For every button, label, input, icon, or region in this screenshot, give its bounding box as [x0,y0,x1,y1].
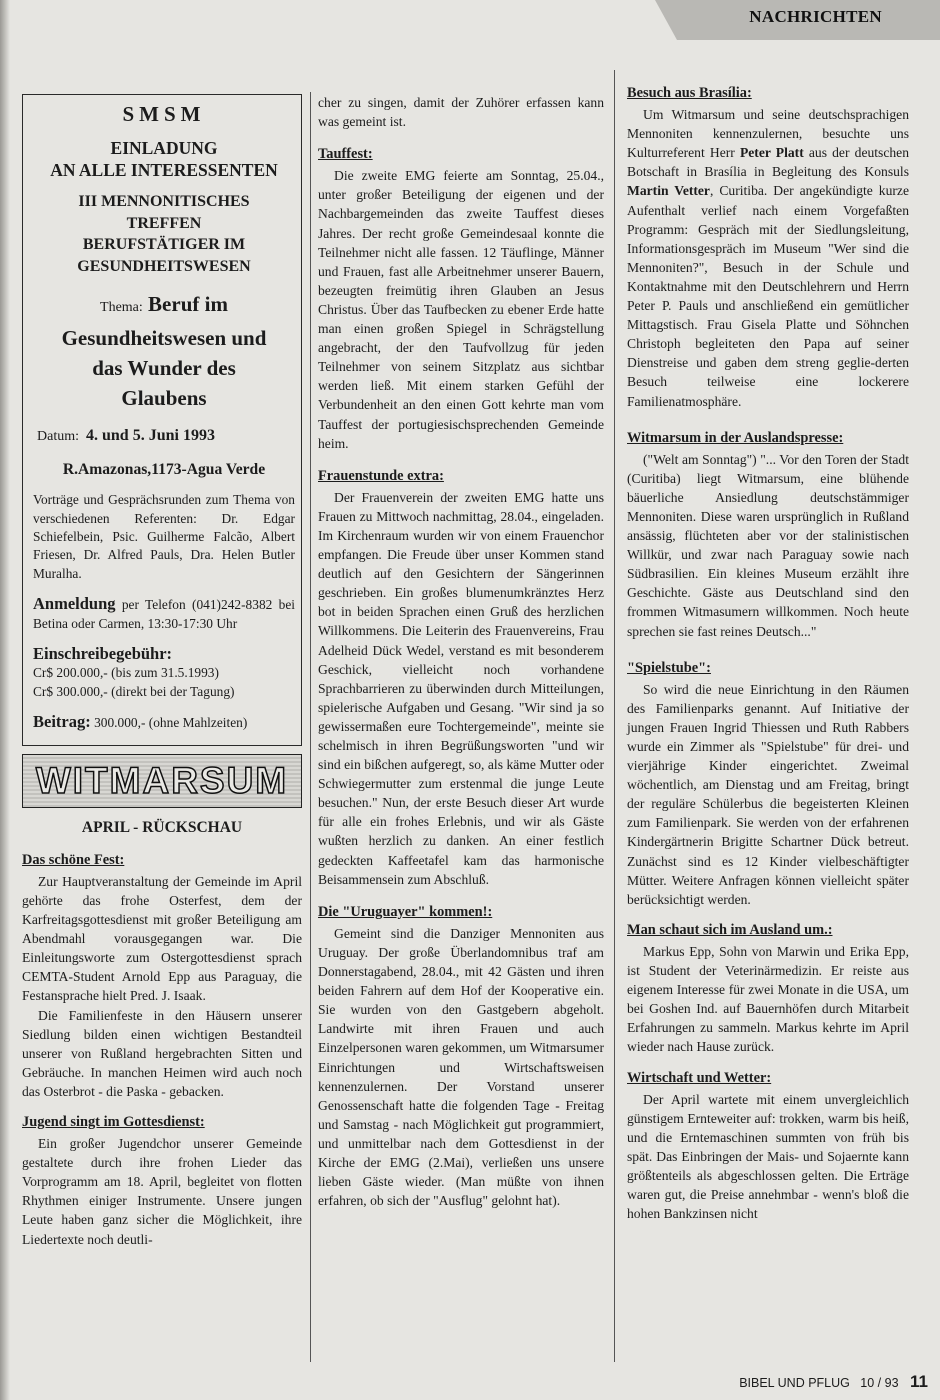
article-paragraph: Ein großer Jugendchor unserer Gemeinde gestaltete durch ihre frohen Lieder das Vorprogramm am 18. April, begleitet von flotten Rhythmen einiger Instrumente. Unsere jungen Leute haben ganz sicher die Möglichkeit, ihre Liedertexte noch deutli- [22,1136,302,1247]
article-heading: Man schaut sich im Ausland um.: [627,921,833,938]
smsm-ad-box [22,94,302,746]
witmarsum-logo [22,754,302,808]
article-heading: Das schöne Fest: [22,851,125,868]
article-heading: Besuch aus Brasília: [627,85,752,101]
article-paragraph: So wird die neue Einrichtung in den Räumen des Familienparks genannt. Auf Initiative der jungen Frauen Ingrid Thiessen und Ruth Rabbers wurde ein Zimmer als "Spielstube" für drei- und vierjährige Kinder eingerichtet. Zweimal wöchentlich, am Dienstag und am Freitag, bringt der reguläre Schülerbus die begeisterten Kleinen zum Familienpark. Sie werden von der erfahrenen Kindergärtnerin Brigitte Schartner Dück betreut. Zunächst sind es 12 Kinder vielbeschäftigter Mütter. Weitere Anfragen können vielleicht später berücksichtigt werden. [627,681,909,907]
smsm-meeting-name [33,191,295,277]
smsm-address: R.Amazonas,1173-Agua Verde [62,460,266,478]
beitrag-text: 300.000,- (ohne Mahlzeiten) [94,715,248,731]
meeting-line: BERUFSTÄTIGER IM [82,236,246,254]
column-divider [310,92,311,1362]
meeting-line: III MENNONITISCHES [78,193,250,211]
smsm-beitrag [33,713,295,732]
smsm-talks: Vorträge und Gesprächsrunden zum Thema von verschiedenen Referenten: Dr. Edgar Schiefelbein, Psic. Guilherme Falcão, Albert Friesen, Dr. Alfred Pauls, Dra. Helen Butler Muralha. [33,492,295,581]
text-run: Um Witmarsum und seine deutschsprachigen Mennoniten kennenzulernen, besuchte uns Kulturreferent Herr [627,107,909,161]
publication-name: BIBEL UND PFLUG [739,1376,850,1390]
section-header: NACHRICHTEN [749,7,882,26]
column-2 [318,93,604,1210]
article-heading: "Spielstube": [627,659,711,676]
article-paragraph: Die Familienfeste in den Häusern unserer Siedlung bilden einen wichtigen Bestandteil unserer von Rußland hergebrachten Sitten und Gebräuche. In manchen Heimen wird auch noch das Osterbrot - die Paska - gebacken. [22,1007,302,1099]
article-heading: Witmarsum in der Auslandspresse: [627,429,844,446]
theme-label: Thema: [100,300,143,316]
smsm-anmeldung [33,595,295,633]
article-paragraph: Zur Hauptveranstaltung der Gemeinde im April gehörte das frohe Osterfest, dem der Karfreitagsgottesdienst mit großer Beteiligung am Abendmahl vorausgegangen war. Die Einleitungsworte zum Ostergottesdienst sprach CEMTA-Student Arnold Epp aus Paraguay, die Festansprache hielt Pred. J. Isaak. [22,873,302,1004]
article-heading: Tauffest: [318,146,373,163]
meeting-line: TREFFEN [126,214,202,232]
page-footer [739,1372,928,1392]
witmarsum-logo-text: WITMARSUM [35,760,289,802]
beitrag-label: Beitrag: [33,712,91,732]
theme-line: Glaubens [121,386,207,411]
rueckschau-title: APRIL - RÜCKSCHAU [81,818,243,836]
article-paragraph: cher zu singen, damit der Zuhörer erfassen kann was gemeint ist. [318,95,604,130]
column-3 [627,84,909,1223]
article-paragraph: Gemeint sind die Danziger Mennoniten aus Uruguay. Der große Überlandomnibus traf am Donnerstagabend, 28.04., mit 42 Gästen und ihren beiden Fahrern auf dem Hof der Kooperative ein. Sie wurden von den Gastgebern abgeholt. Landwirte mit ihren Frauen und auch Einzelpersonen waren gekommen, um Witmarsumer Einrichtungen und Wirtschaftsweisen kennenzulernen. Der Vorstand unserer Genossenschaft hatte die folgenden Tage - Freitag und Samstag - nach Möglichkeit gut programmiert, und unmittelbar nach dem Gottesdienst in der Kirche der EMG (2.Mai), verließen uns unsere lieben Gäste wieder. (Man müßte von ihnen erfahren, ob sich der "Ausflug" gelohnt hat). [318,925,604,1209]
smsm-invitation [33,137,295,181]
date-label: Datum: [37,429,79,445]
article-paragraph: Markus Epp, Sohn von Marwin und Erika Epp, ist Student der Veterinärmedizin. Er reiste aus eigenem Interesse für zwei Monate in die USA, um bei Goshen Ind. auf Bauernhöfen durch Mitarbeit Erfahrungen zu sammeln. Markus kehrte im April wieder nach Hause zurück. [627,943,909,1055]
anmeldung-text: per Telefon (041)242-8382 bei Betina oder Carmen, 13:30-17:30 Uhr [33,597,295,631]
fee-line: Cr$ 200.000,- (bis zum 31.5.1993) [33,665,219,681]
article-paragraph: Der April wartete mit einem unvergleichlich günstigem Ernteweiter auf: trokken, warm bis heiß, und die Erntemaschinen summten von früh bis spät. Das Einbringen der Mais- und Sojaernte kann größtenteils als abgeschlossen gelten. Die Erträge waren gut, die Preise annehmbar - wenn's bloß die hohen Bankzinsen nicht [627,1091,909,1222]
person-name: Peter Platt [739,145,804,161]
theme-line: Gesundheitswesen und [61,326,267,351]
invite-line: AN ALLE INTERESSENTEN [50,160,278,181]
meeting-line: GESUNDHEITSWESEN [77,257,251,275]
theme-line: Beruf im [148,292,228,317]
article-paragraph: ("Welt am Sonntag") "... Vor den Toren der Stadt (Curitiba) liegt Witmarsum, eine blühende bäuerliche Ansiedlung deutschstämmiger Mennoniten. Diese waren ursprünglich in Rußland ansässig, flüchteten aber vor der stalinistischen Willkür, und zwar nach Paraguay sowie nach Südbrasilien. Ein kleines Museum erzählt ihre Geschichte. Gäste aus Deutschland sind den frommen Witmasumern willkommen. Noch heute sprechen sie fast reines Deutsch..." [627,451,909,639]
invite-line: EINLADUNG [110,138,218,159]
article-paragraph: Die zweite EMG feierte am Sonntag, 25.04., unter großer Beteiligung der eigenen und der Nachbargemeinden das zweite Tauffest dieses Jahres. Der recht große Gemeindesaal konnte die Teilnehmer nicht alle fassen. 12 Täuflinge, Männer und Frauen, fast alle Arbeitnehmer unserer Bauern, bezeugten freimütig ihren Glauben an Jesus Christus. Über das Taufbecken zu ebener Erde hatte man einen großen Spiegel in Schrägstellung angebracht, der den Taufvollzug für jeden Teilnehmer von seinem Sitzplatz aus sichtbar werden ließ. Mit einem starken Gefühl der Verbundenheit an den einen Gott kehrte man vom Tauffest der portugiesischsprechenden Gemeinde heim. [318,168,604,451]
column-divider [614,70,615,1362]
theme-line: das Wunder des [92,356,236,381]
fee-line: Cr$ 300.000,- (direkt bei der Tagung) [33,683,235,699]
date-value: 4. und 5. Juni 1993 [86,427,215,445]
article-heading: Jugend singt im Gottesdienst: [22,1114,205,1130]
article-heading: Frauenstunde extra: [318,467,444,484]
article-heading: Wirtschaft und Wetter: [627,1069,772,1086]
article-paragraph: Der Frauenverein der zweiten EMG hatte uns Frauen zu Mittwoch nachmittag, 28.04., eingeladen. Im Kirchenraum wurden wir von einem Frauenchor empfangen. Die Freude über unser Kommen stand deutlich auf den Gesichtern der Sängerinnen geschrieben. Ein großes blumenumkränztes Herz bot in beiden Sprachen einen Gruß des herzlichen Willkommens. Die Leiterin des Frauenvereins, Frau Adelheid Dück Wedel, verstand es mit besonderem Geschick, vielleicht noch vorhandene Sprachbarrieren zu überwinden durch Mitteilungen, spielerische Aufgaben und Gesang. "Wir sind ja so gewissermaßen eure Tochtergemeinde", meinte sie schelmisch in ihren Begrüßungsworten "und wir sind ein bißchen aufgeregt, so, als käme Mutter oder Schwiegermutter zum erstenmal die junge Leute besuchen." Nun, der erste Besuch dieser Art wurde für alle ein frohes Erlebnis, und wir als Gäste wußten herzlich zu danken. An einer festlich gedeckten Kaffeetafel kam das harmonische Beisammensein zum Abschluß. [318,489,604,887]
person-name: Martin Vetter [627,183,710,199]
article-paragraph [627,105,909,411]
column-1 [22,94,302,1249]
smsm-date [37,427,295,446]
article-heading: Die "Uruguayer" kommen!: [318,903,493,920]
issue-number: 10 / 93 [860,1376,899,1390]
text-run: aus der deutschen Botschaft in Brasília in Begleitung des Konsuls [627,145,909,180]
text-run: , Curitiba. Der angekündigte kurze Aufenthalt verlief nach einem Vorgefaßten Programm: Gespräch mit der Siedlungsleitung, Informationsgespräch im Museum "Wer sind die Mennoniten?", Besuch in der Schule und Kontaktnahme mit den Deutschlehrern und Herrn Peter P. Pauls und anschließend ein gemütlicher Mittagstisch. Frau Gisela Platte und Söhnchen Christoph begleiteten den Papa auf seiner Dienstreise und gaben dem streng geglie-derten Besuch teilweise eine lockerere Familienatmosphäre. [627,183,909,409]
smsm-theme [33,289,295,413]
page-number: 11 [910,1372,928,1391]
fee-label: Einschreibegebühr: [33,644,173,664]
anmeldung-label: Anmeldung [33,594,116,614]
smsm-fee [33,645,295,701]
smsm-title: SMSM [122,102,206,126]
page-edge-shadow [0,0,10,1400]
